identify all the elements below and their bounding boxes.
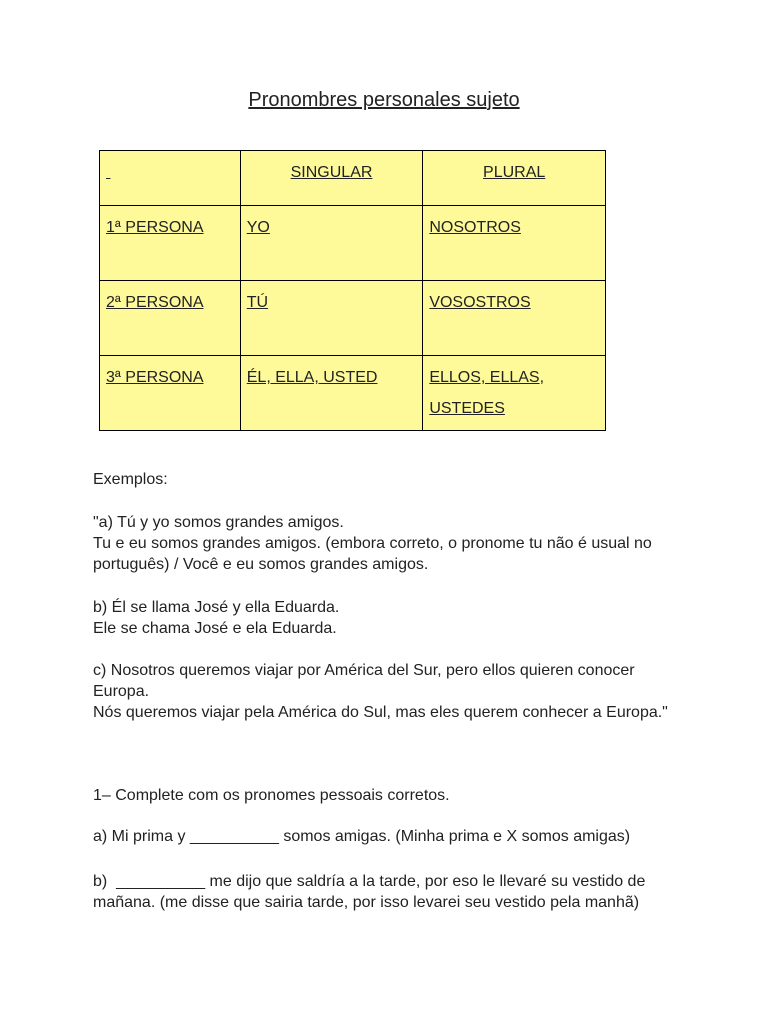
singular-cell: YO <box>240 206 423 281</box>
page-title: Pronombres personales sujeto <box>248 89 520 111</box>
person-cell: 3ª PERSONA <box>100 356 241 431</box>
table-row <box>100 206 606 281</box>
table-row <box>100 356 606 431</box>
exercise-b: b) __________ me dijo que saldría a la tarde, por eso le llevaré su vestido de mañana. (me disse que sairia tarde, por isso levarei seu vestido pela manhã) <box>93 873 650 911</box>
example-b: b) Él se llama José y ella Eduarda. Ele se chama José e ela Eduarda. <box>93 599 340 637</box>
header-singular: SINGULAR <box>240 151 423 206</box>
pronouns-table <box>99 150 606 431</box>
plural-cell: NOSOTROS <box>423 206 606 281</box>
table-row <box>100 281 606 356</box>
plural-cell: VOSOSTROS <box>423 281 606 356</box>
person-cell: 2ª PERSONA <box>100 281 241 356</box>
examples-heading: Exemplos: <box>93 471 168 488</box>
singular-cell: TÚ <box>240 281 423 356</box>
header-plural: PLURAL <box>423 151 606 206</box>
singular-cell: ÉL, ELLA, USTED <box>240 356 423 431</box>
exercise-heading: 1– Complete com os pronomes pessoais corretos. <box>93 787 450 804</box>
example-c: c) Nosotros queremos viajar por América del Sur, pero ellos quieren conocer Europa. Nós queremos viajar pela América do Sul, mas eles querem conhecer a Europa." <box>93 662 668 721</box>
corner-cell <box>100 151 241 206</box>
plural-cell: ELLOS, ELLAS, USTEDES <box>423 356 606 431</box>
table-header-row <box>100 151 606 206</box>
example-a: "a) Tú y yo somos grandes amigos. Tu e eu somos grandes amigos. (embora correto, o pronome tu não é usual no português) / Você e eu somos grandes amigos. <box>93 514 652 573</box>
person-cell: 1ª PERSONA <box>100 206 241 281</box>
exercise-a: a) Mi prima y __________ somos amigas. (Minha prima e X somos amigas) <box>93 828 631 845</box>
